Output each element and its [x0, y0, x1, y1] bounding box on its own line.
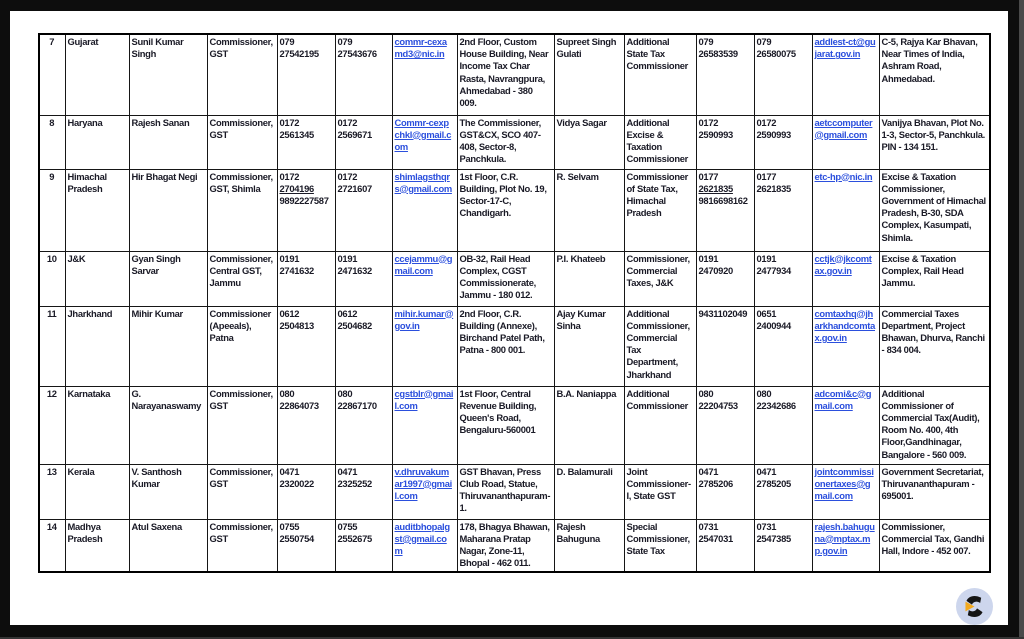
cell-s-phone — [696, 169, 754, 251]
cell-s-name: P.I. Khateeb — [554, 251, 624, 306]
cell-state: J&K — [65, 251, 129, 306]
phone-line[interactable]: 2704196 — [279, 182, 314, 194]
email-link[interactable]: commr-cexamd3@nic.in — [394, 36, 447, 60]
cell-s-email — [812, 519, 879, 572]
cell-s-addr: Commercial Taxes Department, Project Bhawan, Dhurva, Ranchi - 834 004. — [879, 306, 990, 386]
cell-c-addr: 2nd Floor, C.R. Building (Annexe), Birchand Patel Path, Patna - 800 001. — [457, 306, 554, 386]
email-link[interactable]: addlest-ct@gujarat.gov.in — [814, 36, 876, 60]
cell-s-desig: Commissioner of State Tax, Himachal Pradesh — [624, 169, 696, 251]
cell-c-name: G. Narayanaswamy — [129, 386, 207, 464]
table-row — [39, 386, 990, 464]
cell-s-phone: 0471 2785206 — [696, 464, 754, 519]
cell-c-desig: Commissioner, GST — [207, 519, 277, 572]
cell-c-email — [392, 34, 457, 115]
email-link[interactable]: jointcommissionertaxes@gmail.com — [814, 465, 874, 501]
cell-state: Madhya Pradesh — [65, 519, 129, 572]
cell-c-email — [392, 169, 457, 251]
cell-s-addr: Additional Commissioner of Commercial Tax(Audit), Room No. 400, 4th Floor,Gandhinagar, Bangalore - 560 009. — [879, 386, 990, 464]
cell-state: Karnataka — [65, 386, 129, 464]
cell-c-addr: 2nd Floor, Custom House Building, Near Income Tax Char Rasta, Navrangpura, Ahmedabad - 380 009. — [457, 34, 554, 115]
cell-state: Kerala — [65, 464, 129, 519]
cell-c-addr: GST Bhavan, Press Club Road, Statue, Thiruvananthapuram-1. — [457, 464, 554, 519]
window-right-edge — [1019, 0, 1024, 639]
cell-s-fax: 080 22342686 — [754, 386, 812, 464]
cell-s-desig: Joint Commissioner-I, State GST — [624, 464, 696, 519]
cell-c-desig: Commissioner, GST — [207, 115, 277, 169]
cell-c-email — [392, 386, 457, 464]
cell-c-desig: Commissioner, GST, Shimla — [207, 169, 277, 251]
cell-c-email — [392, 519, 457, 572]
cell-c-phone: 0612 2504813 — [277, 306, 335, 386]
cell-sno: 11 — [39, 306, 65, 386]
email-link[interactable]: auditbhopalgst@gmail.com — [394, 520, 450, 556]
cell-c-phone: 0471 2320022 — [277, 464, 335, 519]
swoosh-c-logo-icon — [956, 588, 993, 625]
cell-c-addr: The Commissioner, GST&CX, SCO 407-408, Sector-8, Panchkula. — [457, 115, 554, 169]
cell-c-name: Mihir Kumar — [129, 306, 207, 386]
cell-c-phone: 0191 2741632 — [277, 251, 335, 306]
email-link[interactable]: aetccomputer@gmail.com — [814, 116, 873, 140]
table-row — [39, 306, 990, 386]
cell-s-phone: 0172 2590993 — [696, 115, 754, 169]
cell-s-desig: Commissioner, Commercial Taxes, J&K — [624, 251, 696, 306]
email-link[interactable]: ccejammu@gmail.com — [394, 252, 453, 276]
cell-sno: 9 — [39, 169, 65, 251]
email-link[interactable]: cctjk@jkcomtax.gov.in — [814, 252, 872, 276]
table-row — [39, 251, 990, 306]
table-row — [39, 34, 990, 115]
cell-s-desig: Additional Commissioner — [624, 386, 696, 464]
cell-c-desig: Commissioner, GST — [207, 464, 277, 519]
cell-c-name: Gyan Singh Sarvar — [129, 251, 207, 306]
cell-state: Himachal Pradesh — [65, 169, 129, 251]
cell-c-desig: Commissioner, GST — [207, 386, 277, 464]
cell-c-addr: 1st Floor, Central Revenue Building, Queen's Road, Bengaluru-560001 — [457, 386, 554, 464]
cell-s-email — [812, 386, 879, 464]
cell-s-fax: 0172 2590993 — [754, 115, 812, 169]
cell-c-fax: 0755 2552675 — [335, 519, 392, 572]
email-link[interactable]: mihir.kumar@gov.in — [394, 307, 454, 331]
cell-c-addr: 1st Floor, C.R. Building, Plot No. 19, Sector-17-C, Chandigarh. — [457, 169, 554, 251]
cell-s-fax: 0731 2547385 — [754, 519, 812, 572]
email-link[interactable]: adcomi&c@gmail.com — [814, 387, 872, 411]
cell-c-desig: Commissioner, Central GST, Jammu — [207, 251, 277, 306]
cell-c-phone — [277, 169, 335, 251]
cell-c-fax: 0612 2504682 — [335, 306, 392, 386]
cell-sno: 14 — [39, 519, 65, 572]
cell-c-fax: 0191 2471632 — [335, 251, 392, 306]
cell-s-email — [812, 115, 879, 169]
cell-s-desig: Additional Excise & Taxation Commissioner — [624, 115, 696, 169]
cell-s-name: Vidya Sagar — [554, 115, 624, 169]
cell-s-fax: 0471 2785205 — [754, 464, 812, 519]
cell-s-phone: 079 26583539 — [696, 34, 754, 115]
cell-s-fax: 079 26580075 — [754, 34, 812, 115]
cell-s-addr: Excise & Taxation Complex, Rail Head Jammu. — [879, 251, 990, 306]
cell-c-email — [392, 306, 457, 386]
cell-s-fax: 0191 2477934 — [754, 251, 812, 306]
phone-line: 0172 — [279, 170, 300, 182]
cell-c-desig: Commissioner, GST — [207, 34, 277, 115]
logo-badge[interactable] — [956, 588, 993, 625]
cell-sno: 10 — [39, 251, 65, 306]
cell-s-phone: 080 22204753 — [696, 386, 754, 464]
cell-c-phone: 079 27542195 — [277, 34, 335, 115]
cell-s-name: Ajay Kumar Sinha — [554, 306, 624, 386]
cell-sno: 7 — [39, 34, 65, 115]
cell-s-addr: C-5, Rajya Kar Bhavan, Near Times of India, Ashram Road, Ahmedabad. — [879, 34, 990, 115]
contacts-table-body — [39, 34, 990, 572]
cell-c-fax: 080 22867170 — [335, 386, 392, 464]
phone-line: 0177 — [698, 170, 719, 182]
cell-s-name: D. Balamurali — [554, 464, 624, 519]
cell-s-desig: Additional State Tax Commissioner — [624, 34, 696, 115]
cell-s-addr: Commissioner, Commercial Tax, Gandhi Hall, Indore - 452 007. — [879, 519, 990, 572]
cell-s-fax: 0651 2400944 — [754, 306, 812, 386]
cell-s-email — [812, 169, 879, 251]
phone-line: 9816698162 — [698, 194, 748, 206]
email-link[interactable]: comtaxhq@jharkhandcomtax.gov.in — [814, 307, 875, 343]
cell-s-addr: Excise & Taxation Commissioner, Government of Himachal Pradesh, B-30, SDA Complex, Kasumpati, Shimla. — [879, 169, 990, 251]
phone-line: 9892227587 — [279, 194, 329, 206]
cell-s-desig: Special Commissioner, State Tax — [624, 519, 696, 572]
cell-c-phone: 0172 2561345 — [277, 115, 335, 169]
cell-c-name: Sunil Kumar Singh — [129, 34, 207, 115]
email-link[interactable]: Commr-cexpchkl@gmail.com — [394, 116, 452, 152]
phone-line[interactable]: 2621835 — [698, 182, 733, 194]
cell-c-name: Hir Bhagat Negi — [129, 169, 207, 251]
cell-s-name: R. Selvam — [554, 169, 624, 251]
table-row — [39, 519, 990, 572]
cell-c-email — [392, 464, 457, 519]
email-link[interactable]: v.dhruvakumar1997@gmail.com — [394, 465, 452, 501]
cell-c-fax: 0471 2325252 — [335, 464, 392, 519]
cell-s-name: Supreet Singh Gulati — [554, 34, 624, 115]
email-link[interactable]: shimlagsthqrs@gmail.com — [394, 170, 452, 194]
cell-c-email — [392, 251, 457, 306]
email-link[interactable]: cgstblr@gmail.com — [394, 387, 454, 411]
cell-state: Jharkhand — [65, 306, 129, 386]
cell-s-name: Rajesh Bahuguna — [554, 519, 624, 572]
cell-c-addr: OB-32, Rail Head Complex, CGST Commissionerate, Jammu - 180 012. — [457, 251, 554, 306]
cell-s-phone: 0731 2547031 — [696, 519, 754, 572]
cell-s-email — [812, 34, 879, 115]
cell-s-email — [812, 464, 879, 519]
document-page — [10, 11, 1008, 625]
email-link[interactable]: etc-hp@nic.in — [814, 170, 873, 182]
cell-c-fax: 0172 2569671 — [335, 115, 392, 169]
cell-s-desig: Additional Commissioner, Commercial Tax Department, Jharkhand — [624, 306, 696, 386]
cell-sno: 13 — [39, 464, 65, 519]
cell-c-fax: 079 27543676 — [335, 34, 392, 115]
cell-s-addr: Vanijya Bhavan, Plot No. 1-3, Sector-5, Panchkula. PIN - 134 151. — [879, 115, 990, 169]
cell-c-desig: Commissioner (Apeeals), Patna — [207, 306, 277, 386]
cell-s-fax: 0177 2621835 — [754, 169, 812, 251]
cell-c-phone: 080 22864073 — [277, 386, 335, 464]
table-row — [39, 115, 990, 169]
cell-c-phone: 0755 2550754 — [277, 519, 335, 572]
cell-c-name: Atul Saxena — [129, 519, 207, 572]
cell-s-addr: Government Secretariat, Thiruvananthapuram - 695001. — [879, 464, 990, 519]
cell-s-email — [812, 306, 879, 386]
cell-s-email — [812, 251, 879, 306]
cell-sno: 8 — [39, 115, 65, 169]
cell-sno: 12 — [39, 386, 65, 464]
contacts-table — [38, 33, 991, 573]
email-link[interactable]: rajesh.bahuguna@mptax.mp.gov.in — [814, 520, 875, 556]
cell-c-name: V. Santhosh Kumar — [129, 464, 207, 519]
cell-s-name: B.A. Naniappa — [554, 386, 624, 464]
cell-c-fax: 0172 2721607 — [335, 169, 392, 251]
cell-c-addr: 178, Bhagya Bhawan, Maharana Pratap Nagar, Zone-11, Bhopal - 462 011. — [457, 519, 554, 572]
cell-s-phone: 0191 2470920 — [696, 251, 754, 306]
cell-c-email — [392, 115, 457, 169]
cell-state: Gujarat — [65, 34, 129, 115]
cell-state: Haryana — [65, 115, 129, 169]
cell-s-phone: 9431102049 — [696, 306, 754, 386]
cell-c-name: Rajesh Sanan — [129, 115, 207, 169]
table-row — [39, 169, 990, 251]
table-row — [39, 464, 990, 519]
